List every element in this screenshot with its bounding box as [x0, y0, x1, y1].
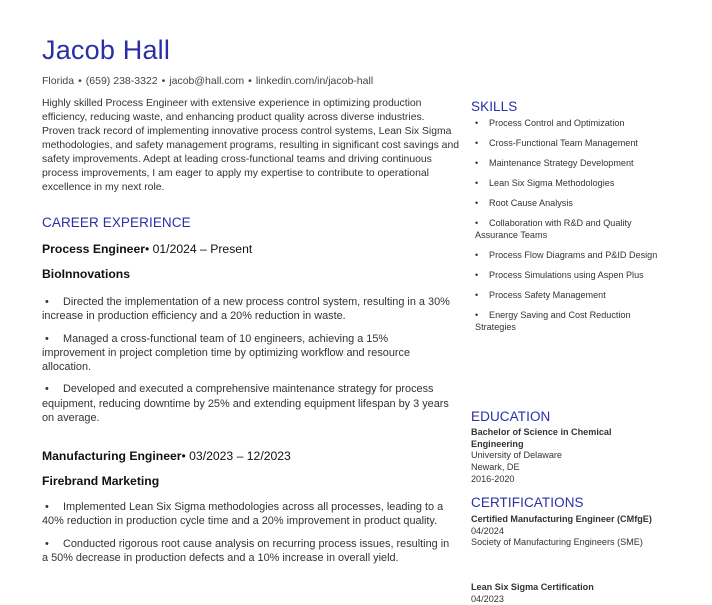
company-name: BioInnovations	[42, 267, 131, 281]
list-item	[475, 289, 660, 301]
section-title-skills: SKILLS	[471, 99, 518, 114]
certification-name: Certified Manufacturing Engineer (CMfgE)	[471, 514, 652, 524]
bullet-glyph: •	[475, 138, 479, 148]
bullet-glyph: •	[475, 178, 479, 188]
bullet-glyph: •	[475, 310, 479, 320]
contact-separator: •	[78, 75, 82, 87]
list-item	[42, 537, 454, 566]
skill-text: Process Simulations using Aspen Plus	[489, 270, 644, 280]
list-item	[475, 309, 660, 333]
bullet-text: Managed a cross-functional team of 10 engineers, achieving a 15% improvement in project completion time by optimizing workflow and resource allocation.	[42, 332, 411, 374]
bullet-glyph: •	[475, 198, 479, 208]
list-item	[475, 157, 660, 169]
skills-list	[475, 117, 660, 341]
bullet-glyph: •	[45, 501, 49, 513]
bullet-text: Implemented Lean Six Sigma methodologies across all processes, leading to a 40% reduction in production cycle time and a 20% improvement in product quality.	[42, 501, 444, 528]
company-name: Firebrand Marketing	[42, 474, 160, 488]
bullet-text: Conducted rigorous root cause analysis on recurring process issues, resulting in a 50% decrease in production defects and a 10% increase in overall yield.	[42, 537, 450, 564]
contact-linkedin: linkedin.com/in/jacob-hall	[255, 75, 374, 87]
skill-text: Collaboration with R&D and Quality Assurance Teams	[475, 218, 632, 240]
education-dates: 2016-2020	[471, 473, 515, 484]
certification-entry	[471, 514, 656, 549]
skill-text: Maintenance Strategy Development	[489, 158, 634, 168]
contact-phone: (659) 238-3322	[85, 75, 158, 87]
education-entry	[471, 427, 656, 486]
certification-date: 04/2024	[471, 525, 504, 536]
skill-text: Energy Saving and Cost Reduction Strategies	[475, 310, 631, 332]
bullet-glyph: •	[475, 158, 479, 168]
bullet-glyph: •	[45, 332, 49, 345]
section-title-education: EDUCATION	[471, 409, 551, 424]
certification-name: Lean Six Sigma Certification	[471, 582, 594, 592]
bullet-text: Developed and executed a comprehensive maintenance strategy for process equipment, reducing downtime by 25% and extending equipment lifespan by 3 years on average.	[42, 383, 449, 425]
list-item	[475, 197, 660, 209]
bullet-text: Directed the implementation of a new process control system, resulting in a 30% increase in production efficiency and a 20% reduction in waste.	[42, 296, 450, 323]
job-dates: • 01/2024 – Present	[144, 242, 253, 256]
contact-email: jacob@hall.com	[169, 75, 245, 87]
skill-text: Process Safety Management	[489, 290, 606, 300]
list-item	[475, 117, 660, 129]
bullet-glyph: •	[45, 296, 49, 308]
contact-location: Florida	[42, 75, 75, 87]
list-item	[42, 295, 454, 324]
skill-text: Root Cause Analysis	[489, 198, 573, 208]
certification-issuer: Society of Manufacturing Engineers (SME)	[471, 537, 643, 548]
job-title-line	[42, 449, 291, 463]
section-title-experience: CAREER EXPERIENCE	[42, 215, 191, 230]
job-dates: • 03/2023 – 12/2023	[181, 449, 291, 463]
bullet-glyph: •	[45, 383, 49, 396]
skill-text: Process Flow Diagrams and P&ID Design	[489, 250, 658, 260]
bullet-glyph: •	[475, 290, 479, 300]
candidate-name: Jacob Hall	[42, 35, 171, 65]
school: University of Delaware	[471, 450, 562, 461]
contact-separator: •	[161, 75, 166, 87]
list-item	[42, 382, 454, 425]
list-item	[42, 332, 454, 375]
job-bullet-list	[42, 295, 454, 433]
list-item	[475, 269, 660, 281]
job-bullet-list	[42, 500, 454, 573]
certification-entry	[471, 582, 656, 605]
school-location: Newark, DE	[471, 462, 520, 473]
list-item	[475, 177, 660, 189]
bullet-glyph: •	[475, 118, 479, 128]
list-item	[475, 249, 660, 261]
job-title: Manufacturing Engineer	[42, 449, 182, 463]
bullet-glyph: •	[475, 250, 479, 260]
bullet-glyph: •	[475, 270, 479, 280]
skill-text: Lean Six Sigma Methodologies	[489, 178, 615, 188]
certification-date: 04/2023	[471, 593, 504, 604]
skill-text: Process Control and Optimization	[489, 118, 625, 128]
contact-separator: •	[248, 75, 252, 87]
bullet-glyph: •	[45, 537, 49, 550]
skill-text: Cross-Functional Team Management	[489, 138, 638, 148]
job-title: Process Engineer	[42, 242, 145, 256]
list-item	[475, 217, 660, 241]
professional-summary: Highly skilled Process Engineer with extensive experience in optimizing production efficiency, reducing waste, and enhancing product quality across diverse industries. Proven track record of implementing innovative process control systems, Lean Six Sigma methodologies, and safety management programs, resulting in significant cost savings and safety improvements. Adept at leading cross-functional teams and driving continuous process improvements, I am eager to apply my expertise to contribute to operational excellence in my next role.	[42, 98, 460, 193]
contact-line	[42, 75, 373, 87]
degree: Bachelor of Science in Chemical Engineering	[471, 427, 612, 449]
list-item	[42, 500, 454, 529]
bullet-glyph: •	[475, 218, 479, 228]
section-title-certifications: CERTIFICATIONS	[471, 495, 584, 510]
list-item	[475, 137, 660, 149]
job-title-line	[42, 242, 252, 256]
